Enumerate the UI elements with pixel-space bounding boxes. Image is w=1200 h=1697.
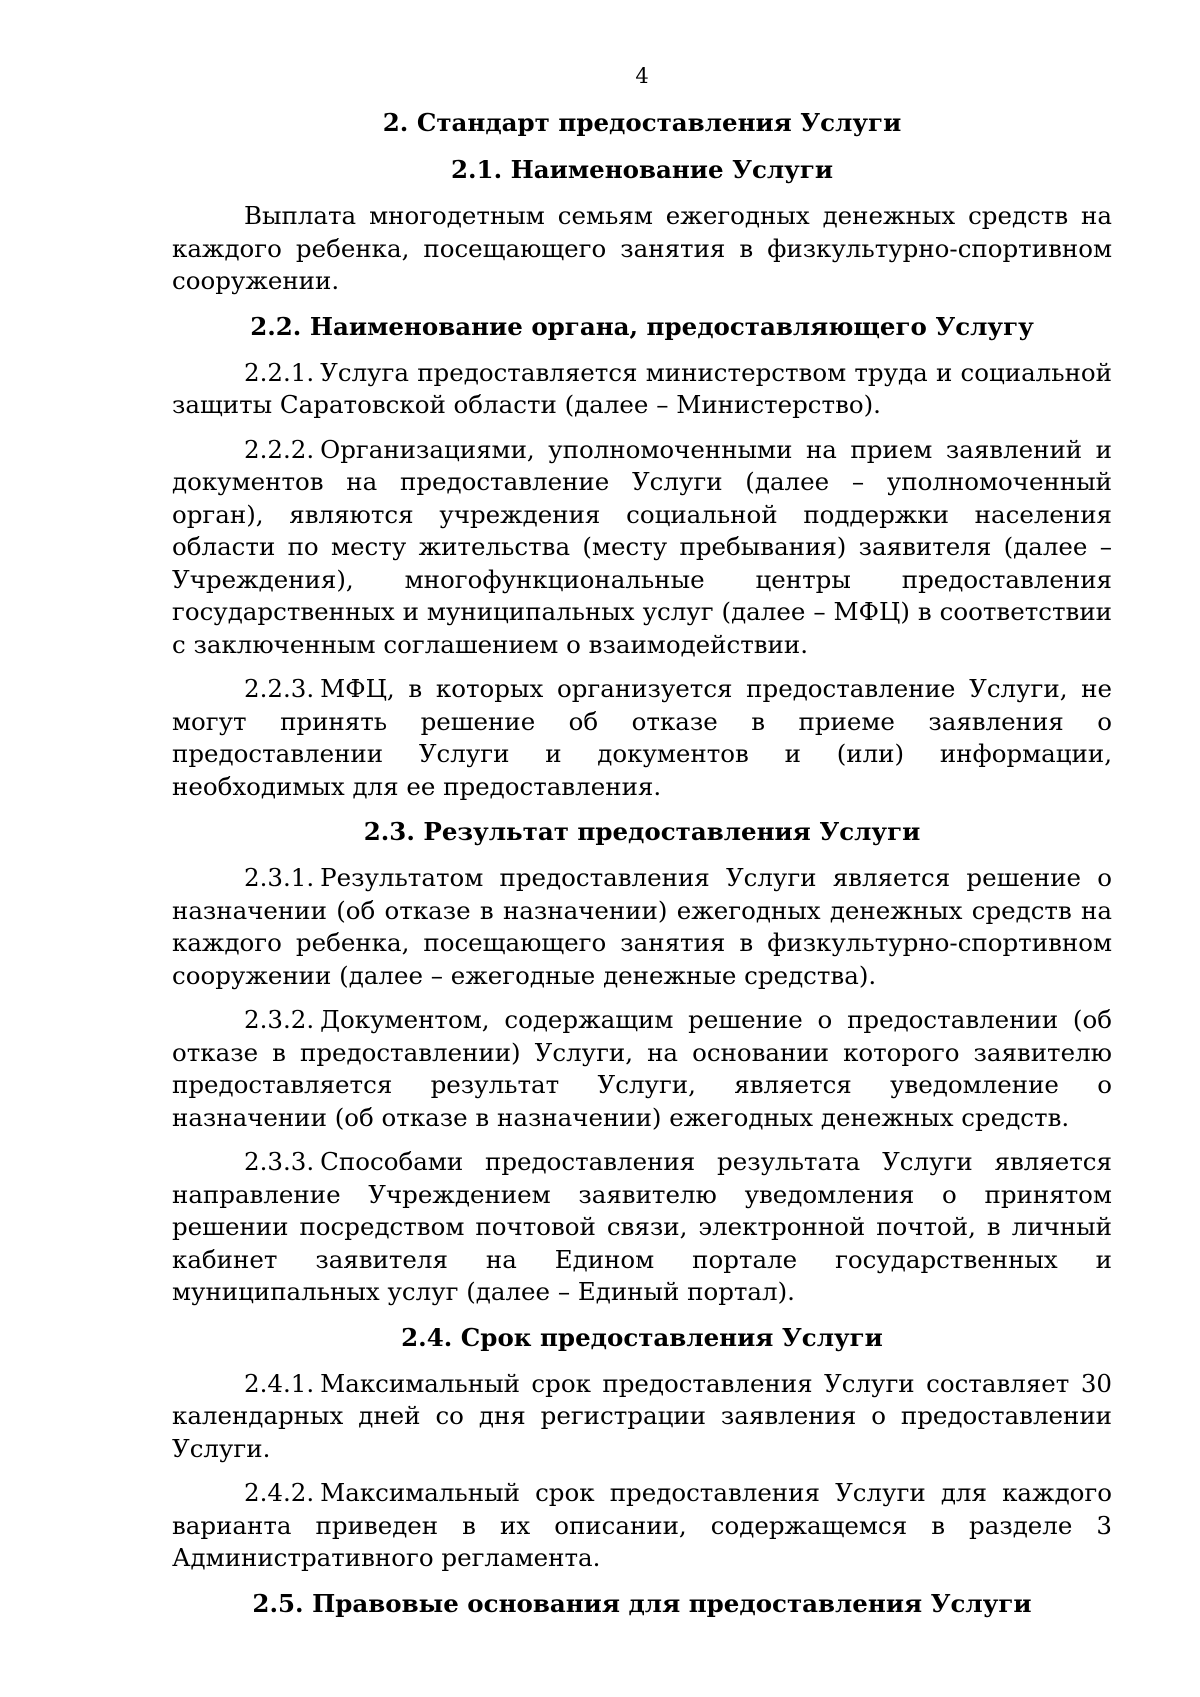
paragraph-2-2-3 (172, 673, 1112, 803)
section-2-title: 2. Стандарт предоставления Услуги (382, 108, 902, 137)
paragraph-text: МФЦ, в которых организуется предоставление Услуги, не могут принять решение об отказе в приеме заявления о предоставлении Услуги и документов и (или) информации, необходимых для ее предоставления. (172, 674, 1112, 801)
paragraph-2-4-2 (172, 1477, 1112, 1575)
paragraph-2-3-1 (172, 862, 1112, 992)
document-page (172, 60, 1112, 1634)
paragraph-number: 2.2.1. (244, 357, 315, 387)
paragraph-2-2-2 (172, 434, 1112, 662)
section-2-1-paragraph (172, 200, 1112, 298)
page-number: 4 (635, 64, 649, 88)
paragraph-text: Услуга предоставляется министерством труда и социальной защиты Саратовской области (далее – Министерство). (172, 357, 1112, 419)
paragraph-text: Выплата многодетным семьям ежегодных денежных средств на каждого ребенка, посещающего занятия в физкультурно-спортивном сооружении. (172, 201, 1112, 295)
paragraph-text: Способами предоставления результата Услуги является направление Учреждением заявителю уведомления о принятом решении посредством почтовой связи, электронной почтой, в личный кабинет заявителя на Едином портале государственных и муниципальных услуг (далее – Единый портал). (172, 1147, 1112, 1306)
paragraph-number: 2.2.3. (244, 674, 315, 703)
paragraph-text: Результатом предоставления Услуги является решение о назначении (об отказе в назначении) ежегодных денежных средств на каждого ребенка, посещающего занятия в физкультурно-спортивном сооружении (далее – ежегодные денежные средства). (172, 863, 1112, 990)
paragraph-text: Документом, содержащим решение о предоставлении (об отказе в предоставлении) Услуги, на основании которого заявителю предоставляется результат Услуги, является уведомление о назначении (об отказе в назначении) ежегодных денежных средств. (172, 1005, 1112, 1132)
paragraph-number: 2.2.2. (244, 434, 315, 464)
paragraph-number: 2.4.2. (244, 1478, 315, 1507)
paragraph-text: Организациями, уполномоченными на прием заявлений и документов на предоставление Услуги (далее – уполномоченный орган), являются учреждения социальной поддержки населения области по месту жительства (месту пребывания) заявителя (далее – Учреждения), многофункциональные центры предоставления государственных и муниципальных услуг (далее – МФЦ) в соответствии с заключенным соглашением о взаимодействии. (172, 434, 1112, 659)
section-2-4-title: 2.4. Срок предоставления Услуги (401, 1322, 883, 1352)
paragraph-text: Максимальный срок предоставления Услуги для каждого варианта приведен в их описании, содержащемся в разделе 3 Административного регламента. (172, 1478, 1112, 1572)
paragraph-number: 2.3.3. (244, 1147, 315, 1176)
section-2-1-title: 2.1. Наименование Услуги (450, 155, 834, 184)
section-2-3-title: 2.3. Результат предоставления Услуги (363, 817, 921, 846)
paragraph-2-2-1 (172, 357, 1112, 422)
section-2-5-title: 2.5. Правовые основания для предоставления Услуги (252, 1588, 1032, 1618)
paragraph-number: 2.4.1. (244, 1368, 315, 1398)
paragraph-2-4-1 (172, 1368, 1112, 1466)
paragraph-2-3-2 (172, 1004, 1112, 1134)
paragraph-number: 2.3.2. (244, 1005, 315, 1034)
paragraph-2-3-3 (172, 1146, 1112, 1309)
paragraph-number: 2.3.1. (244, 863, 315, 892)
section-2-2-title: 2.2. Наименование органа, предоставляющего Услугу (250, 311, 1034, 341)
paragraph-text: Максимальный срок предоставления Услуги составляет 30 календарных дней со дня регистрации заявления о предоставлении Услуги. (172, 1368, 1112, 1463)
